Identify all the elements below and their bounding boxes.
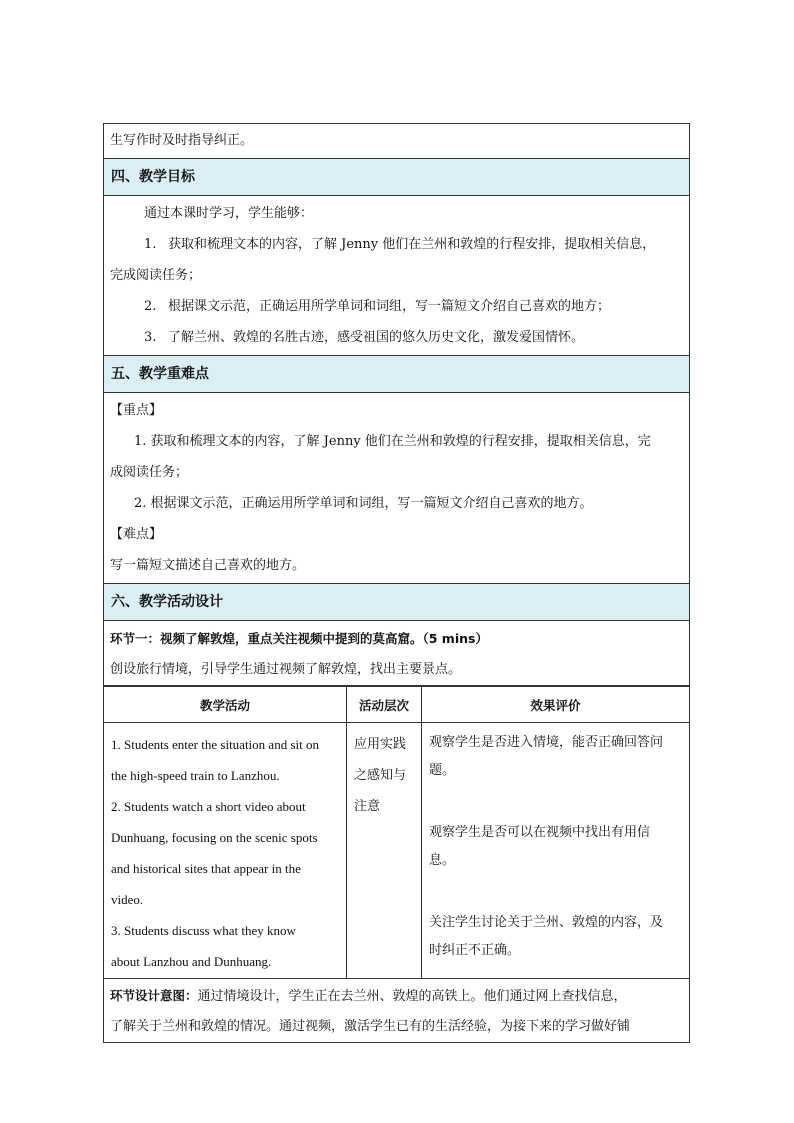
key-label: 【重点】 bbox=[110, 403, 163, 418]
column-header: 活动层次 bbox=[347, 687, 422, 723]
design-intent bbox=[103, 979, 690, 1043]
difficulty-label: 【难点】 bbox=[110, 527, 163, 542]
evaluation-line: 观察学生是否可以在视频中找出有用信 bbox=[429, 825, 651, 840]
level-line: 注意 bbox=[354, 799, 381, 814]
evaluation-line: 观察学生是否进入情境，能否正确回答问 bbox=[429, 735, 664, 750]
goal-number: 1. bbox=[144, 237, 157, 252]
level-text bbox=[348, 724, 420, 822]
design-intent-line bbox=[110, 981, 685, 1012]
design-intent-text: 了解关于兰州和敦煌的情况。通过视频，激活学生已有的生活经验，为接下来的学习做好铺 bbox=[110, 1019, 631, 1034]
goal-number: 2. bbox=[144, 299, 157, 314]
activity-line: 3. Students discuss what they know bbox=[111, 923, 296, 938]
design-intent-text: 通过情境设计，学生正在去兰州、敦煌的高铁上。他们通过网上查找信息， bbox=[197, 989, 627, 1004]
evaluation-line: 题。 bbox=[429, 763, 456, 778]
goal-text: 获取和梳理文本的内容，了解 Jenny 他们在兰州和敦煌的行程安排，提取相关信息， bbox=[168, 237, 656, 252]
evaluation-line: 息。 bbox=[429, 853, 456, 868]
goals-lead: 通过本课时学习，学生能够： bbox=[144, 206, 314, 221]
key-item-continuation: 成阅读任务； bbox=[110, 465, 189, 480]
goal-item-continuation: 完成阅读任务； bbox=[110, 268, 202, 283]
level-cell bbox=[347, 723, 422, 979]
column-header: 效果评价 bbox=[422, 687, 690, 723]
section-heading-goals: 四、教学目标 bbox=[103, 159, 690, 196]
step-title: 环节一：视频了解敦煌，重点关注视频中提到的莫高窟。（5 mins） bbox=[110, 631, 488, 646]
section-heading-keypoints: 五、教学重难点 bbox=[103, 356, 690, 393]
section-heading-activity: 六、教学活动设计 bbox=[103, 584, 690, 621]
keypoints-body bbox=[103, 393, 690, 584]
activity-line: 1. Students enter the situation and sit on bbox=[111, 737, 319, 752]
goal-item bbox=[110, 322, 685, 353]
goal-number: 3. bbox=[144, 330, 157, 345]
intro-continuation-text: 生写作时及时指导纠正。 bbox=[110, 133, 254, 148]
difficulty-text: 写一篇短文描述自己喜欢的地方。 bbox=[110, 558, 306, 573]
level-line: 应用实践 bbox=[354, 737, 407, 752]
step-header bbox=[103, 621, 690, 686]
activity-line: and historical sites that appear in the bbox=[111, 861, 301, 876]
activity-list bbox=[105, 724, 345, 977]
activity-line: about Lanzhou and Dunhuang. bbox=[111, 954, 272, 969]
evaluation-line: 时纠正不正确。 bbox=[429, 943, 521, 958]
step-description: 创设旅行情境，引导学生通过视频了解敦煌，找出主要景点。 bbox=[110, 662, 462, 677]
column-header: 教学活动 bbox=[104, 687, 347, 723]
evaluation-line: 关注学生讨论关于兰州、敦煌的内容，及 bbox=[429, 915, 664, 930]
goal-item bbox=[110, 291, 685, 322]
goals-body bbox=[103, 196, 690, 356]
activity-line: Dunhuang, focusing on the scenic spots bbox=[111, 830, 318, 845]
activity-table bbox=[103, 686, 690, 979]
lesson-plan-document bbox=[103, 123, 690, 1043]
intro-continuation bbox=[103, 123, 690, 159]
activity-table-header bbox=[104, 687, 690, 723]
activity-line: 2. Students watch a short video about bbox=[111, 799, 306, 814]
goal-text: 根据课文示范，正确运用所学单词和词组，写一篇短文介绍自己喜欢的地方； bbox=[168, 299, 611, 314]
evaluation-list bbox=[423, 724, 688, 965]
activity-cell bbox=[104, 723, 347, 979]
key-item: 1. 获取和梳理文本的内容，了解 Jenny 他们在兰州和敦煌的行程安排，提取相关信息，完 bbox=[134, 434, 651, 449]
goal-item bbox=[110, 229, 685, 260]
activity-table-row bbox=[104, 723, 690, 979]
design-intent-label: 环节设计意图： bbox=[110, 988, 198, 1003]
goal-text: 了解兰州、敦煌的名胜古迹，感受祖国的悠久历史文化，激发爱国情怀。 bbox=[168, 330, 585, 345]
activity-line: the high-speed train to Lanzhou. bbox=[111, 768, 280, 783]
activity-line: video. bbox=[111, 892, 144, 907]
level-line: 之感知与 bbox=[354, 768, 407, 783]
key-item: 2. 根据课文示范，正确运用所学单词和词组，写一篇短文介绍自己喜欢的地方。 bbox=[134, 496, 593, 511]
evaluation-cell bbox=[422, 723, 690, 979]
